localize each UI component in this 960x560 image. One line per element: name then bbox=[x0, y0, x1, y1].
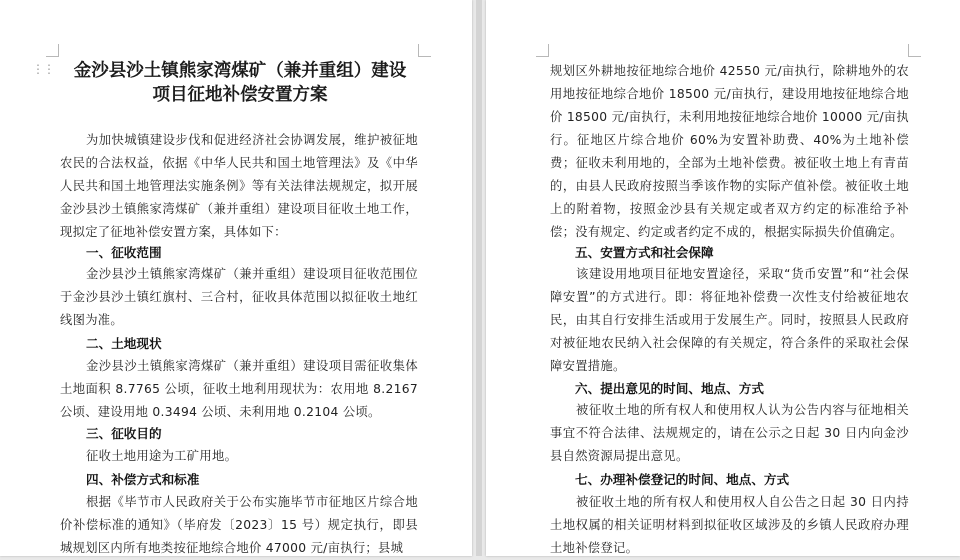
page-margin-corner-mark bbox=[536, 44, 549, 57]
section-heading-2: 二、土地现状 bbox=[86, 336, 162, 351]
section-heading-1: 一、征收范围 bbox=[86, 245, 162, 260]
section-paragraph-2: 金沙县沙土镇熊家湾煤矿（兼并重组）建设项目需征收集体土地面积 8.7765 公顷，征收土地利用现状为：农用地 8.2167 公顷、建设用地 0.3494 公顷、未利用地 0.2104 公顷。 bbox=[60, 359, 418, 419]
section-paragraph-6: 被征收土地的所有权人和使用权人认为公告内容与征地相关事宜不符合法律、法规规定的，请在公示之日起 30 日内向金沙县自然资源局提出意见。 bbox=[550, 403, 909, 463]
section-heading-6: 六、提出意见的时间、地点、方式 bbox=[575, 381, 764, 396]
section-heading-3: 三、征收目的 bbox=[86, 426, 162, 441]
section-heading-7: 七、办理补偿登记的时间、地点、方式 bbox=[575, 472, 790, 487]
section-paragraph-5: 该建设用地项目征地安置途径，采取“货币安置”和“社会保障安置”的方式进行。即：将征地补偿费一次性支付给被征地农民，由其自行安排生活或用于发展生产。同时，按照县人民政府对被征地农民纳入社会保障的有关规定，符合条件的采取社会保障安置措施。 bbox=[550, 267, 909, 373]
compensation-continued-paragraph: 规划区外耕地按征地综合地价 42550 元/亩执行，除耕地外的农用地按征地综合地价 18500 元/亩执行，建设用地按征地综合地价 18500 元/亩执行，未利用地按征地综合地价 10000 元/亩执行。征地区片综合地价 60%为安置补助费、40%为土地补偿费；征收未利用地的，全部为土地补偿费。被征收土地上有青苗的，由县人民政府按照当季该作物的实际产值补偿。被征收土地上的附着物，按照金沙县有关规定或者双方约定的标准给予补偿；没有规定、约定或者约定不成的，根据实际损失价值确定。 bbox=[550, 64, 909, 239]
section-paragraph-7: 被征收土地的所有权人和使用权人自公告之日起 30 日内持土地权属的相关证明材料到拟征收区域涉及的乡镇人民政府办理土地补偿登记。 bbox=[550, 495, 909, 555]
section-paragraph-1: 金沙县沙土镇熊家湾煤矿（兼并重组）建设项目征收范围位于金沙县沙土镇红旗村、三合村，征收具体范围以拟征收土地红线图为准。 bbox=[60, 267, 418, 327]
section-heading-4: 四、补偿方式和标准 bbox=[86, 472, 200, 487]
document-page-left[interactable] bbox=[0, 0, 472, 556]
section-paragraph-4: 根据《毕节市人民政府关于公布实施毕节市征地区片综合地价补偿标准的通知》（毕府发〔2023〕15 号）规定执行，即县城规划区内所有地类按征地综合地价 47000 元/亩执行；县城 bbox=[60, 495, 418, 555]
document-title-line2: 项目征地补偿安置方案 bbox=[152, 85, 328, 105]
drag-handle-icon[interactable]: ⋮⋮ bbox=[32, 62, 54, 76]
intro-paragraph: 为加快城镇建设步伐和促进经济社会协调发展，维护被征地农民的合法权益，依据《中华人民共和国土地管理法》及《中华人民共和国土地管理法实施条例》等有关法律法规规定，拟开展金沙县沙土镇熊家湾煤矿（兼并重组）建设项目征收土地工作，现拟定了征地补偿安置方案，具体如下： bbox=[60, 133, 418, 239]
section-heading-5: 五、安置方式和社会保障 bbox=[575, 245, 714, 260]
section-paragraph-3: 征收土地用途为工矿用地。 bbox=[86, 449, 238, 463]
page-margin-corner-mark bbox=[418, 44, 431, 57]
page-margin-corner-mark bbox=[908, 44, 921, 57]
document-title-line1: 金沙县沙土镇熊家湾煤矿（兼并重组）建设 bbox=[73, 61, 407, 81]
page-gap-scrollbar[interactable] bbox=[476, 0, 482, 556]
page-margin-corner-mark bbox=[46, 44, 59, 57]
